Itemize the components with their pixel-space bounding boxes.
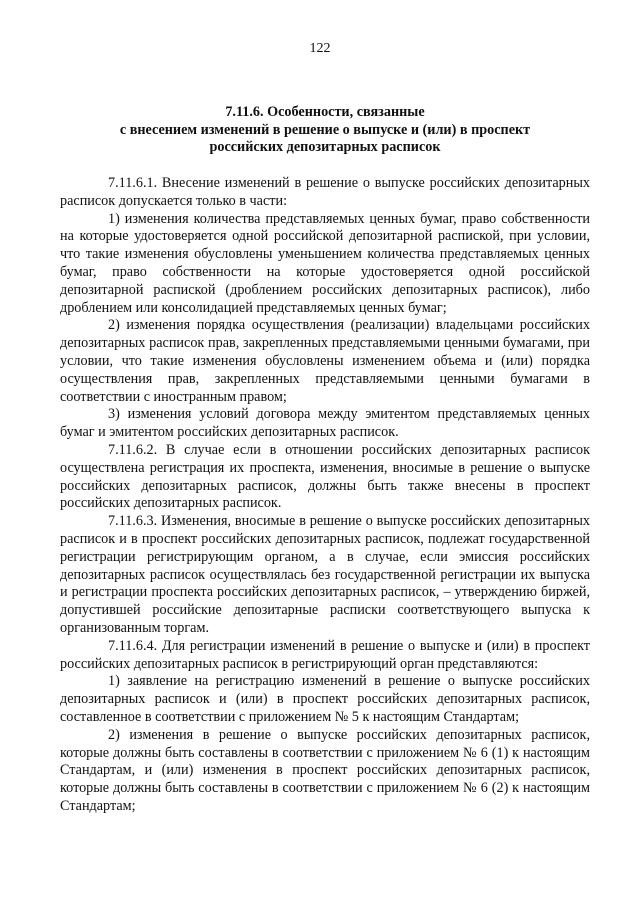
- list-item-1: 1) изменения количества представляемых ценных бумаг, право собственности на которые удостоверяется одной российской депозитарной распиской, при условии, что такие изменения обусловлены уменьшением количества представляемых ценных бумаг, право собственности на которые удостоверяется одной российской депозитарной распиской (дроблением российских депозитарных расписок), либо дроблением или консолидацией представляемых ценных бумаг;: [60, 210, 590, 316]
- page-number: 122: [309, 41, 331, 56]
- list-item-2: 2) изменения порядка осуществления (реализации) владельцами российских депозитарных расписок прав, закрепленных представляемыми ценными бумагами, при условии, что такие изменения обусловлены изменением объема и (или) порядка осуществления прав, закрепленных представляемыми ценными бумагами в соответствии с иностранным правом;: [60, 317, 590, 405]
- list-item-5: 2) изменения в решение о выпуске российских депозитарных расписок, которые должны быть составлены в соответствии с приложением № 6 (1) к настоящим Стандартам, и (или) изменения в проспект российских депозитарных расписок, которые должны быть составлены в соответствии с приложением № 6 (2) к настоящим Стандартам;: [60, 726, 590, 814]
- section-heading-line-2: с внесением изменений в решение о выпуске и (или) в проспект: [119, 121, 531, 138]
- paragraph-7-11-6-4: 7.11.6.4. Для регистрации изменений в решение о выпуске и (или) в проспект российских депозитарных расписок в регистрирующий орган представляются:: [60, 637, 590, 672]
- list-item-4: 1) заявление на регистрацию изменений в решение о выпуске российских депозитарных расписок и (или) в проспект российских депозитарных расписок, составленное в соответствии с приложением № 5 к настоящим Стандартам;: [60, 673, 590, 725]
- paragraph-7-11-6-1: 7.11.6.1. Внесение изменений в решение о выпуске российских депозитарных расписок допускается только в части:: [60, 175, 590, 209]
- section-heading-line-3: российских депозитарных расписок: [209, 139, 441, 155]
- paragraph-7-11-6-2: 7.11.6.2. В случае если в отношении российских депозитарных расписок осуществлена регистрация их проспекта, изменения, вносимые в решение о выпуске российских депозитарных расписок, должны быть также внесены в проспект российских депозитарных расписок.: [60, 441, 590, 512]
- paragraph-7-11-6-3: 7.11.6.3. Изменения, вносимые в решение о выпуске российских депозитарных расписок и в проспект российских депозитарных расписок, подлежат государственной регистрации регистрирующим органом, а в случае, если эмиссия российских депозитарных расписок осуществлялась без государственной регистрации их выпуска и регистрации проспекта российских депозитарных расписок, – утверждению биржей, допустившей российские депозитарные расписки соответствующего выпуска к организованным торгам.: [60, 513, 590, 636]
- document-body: [60, 175, 590, 816]
- list-item-3: 3) изменения условий договора между эмитентом представляемых ценных бумаг и эмитентом российских депозитарных расписок.: [60, 406, 590, 441]
- section-heading: [60, 104, 590, 157]
- section-heading-line-1: 7.11.6. Особенности, связанные: [225, 104, 425, 120]
